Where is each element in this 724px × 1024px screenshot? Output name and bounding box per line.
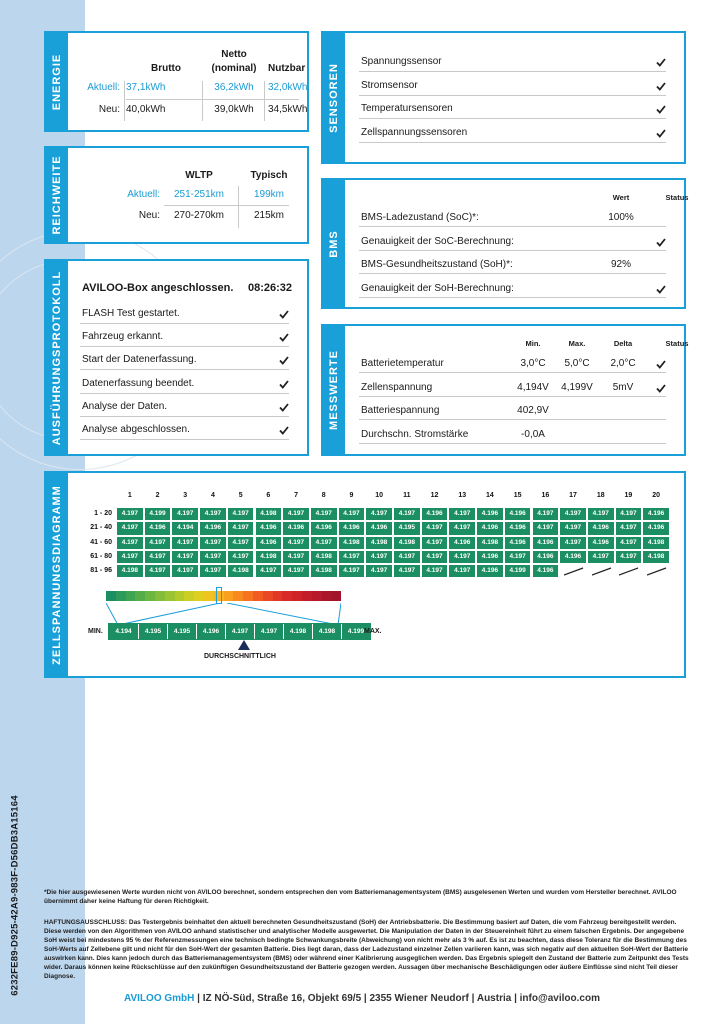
gradient-segment <box>253 591 263 601</box>
cell-voltage: 4.197 <box>199 507 227 521</box>
sensor-item <box>359 123 666 143</box>
cell-voltage: 4.196 <box>199 521 227 535</box>
column-number: 10 <box>375 492 384 499</box>
cell-voltage: 4.197 <box>532 521 560 535</box>
messwerte-panel <box>321 324 689 456</box>
check-icon <box>656 238 666 248</box>
footnote: *Die hier ausgewiesenen Werte wurden nicht von AVILOO berechnet, sondern entsprechen den vom Batteriemanagementsystem (BMS) ausgelesenen Werten und wurden vom Hersteller berechnet. AVILOO übernimmt daher keine Haftung für deren Richtigkeit. <box>44 889 677 905</box>
cell-voltage: 4.196 <box>504 521 532 535</box>
column-number: 12 <box>430 492 439 499</box>
cell-voltage: 4.196 <box>587 521 615 535</box>
empty-cell-slash <box>591 566 613 578</box>
cell-voltage: 4.197 <box>365 550 393 564</box>
gradient-segment <box>322 591 332 601</box>
step-label: Fahrzeug erkannt. <box>82 331 164 343</box>
cell-voltage: 4.197 <box>116 536 144 550</box>
row-label: 1 - 20 <box>94 510 112 517</box>
bms-row <box>359 278 666 298</box>
sensor-item <box>359 52 666 72</box>
cell-voltage: 4.197 <box>365 507 393 521</box>
sensor-label: Temperatursensoren <box>361 103 453 114</box>
row-label: 21 - 40 <box>90 524 112 532</box>
cell-voltage: 4.197 <box>338 564 366 578</box>
gradient-segment <box>273 591 283 601</box>
gradient-segment <box>184 591 194 601</box>
gradient-segment <box>106 591 116 601</box>
messwerte-tab: MESSWERTE <box>323 326 345 454</box>
col-status: Status <box>665 339 689 348</box>
col-brutto: Brutto <box>151 63 181 74</box>
cell-voltage: 4.196 <box>504 507 532 521</box>
check-icon <box>279 310 289 320</box>
cell-voltage: 4.198 <box>393 536 421 550</box>
check-icon <box>279 403 289 413</box>
cell-voltage: 4.196 <box>476 521 504 535</box>
cell-voltage: 4.196 <box>476 550 504 564</box>
bms-tab: BMS <box>323 180 345 307</box>
protokoll-title: AVILOO-Box angeschlossen. <box>82 282 234 294</box>
gradient-marker <box>216 587 222 604</box>
cell-voltage: 4.196 <box>338 521 366 535</box>
column-number: 1 <box>127 492 132 499</box>
cell-voltage: 4.197 <box>587 507 615 521</box>
gradient-segment <box>224 591 234 601</box>
cell-voltage: 4.197 <box>615 521 643 535</box>
column-number: 11 <box>403 492 411 499</box>
col-status: Status <box>665 193 689 202</box>
document-id: 6232FE89-D925-42A9-983F-D56DB3A15164 <box>9 795 21 996</box>
column-number: 13 <box>458 492 467 499</box>
cell-voltage: 4.197 <box>227 536 255 550</box>
cell-voltage: 4.197 <box>587 550 615 564</box>
protokoll-step <box>80 350 289 370</box>
cell-voltage: 4.197 <box>365 564 393 578</box>
cell-voltage: 4.197 <box>393 550 421 564</box>
messwert-label: Zellenspannung <box>361 381 433 393</box>
scale-value: 4.194 <box>109 624 138 639</box>
check-icon <box>279 426 289 436</box>
reichweite-tab: REICHWEITE <box>46 148 68 242</box>
check-icon <box>656 285 666 295</box>
gradient-segment <box>331 591 341 601</box>
gradient-segment <box>233 591 243 601</box>
bms-value: 92% <box>610 259 631 270</box>
cell-voltage: 4.196 <box>504 536 532 550</box>
check-icon <box>656 360 666 370</box>
cell-voltage: 4.196 <box>532 564 560 578</box>
cell-voltage: 4.197 <box>255 564 283 578</box>
cell-voltage: 4.197 <box>393 507 421 521</box>
cell-voltage: 4.197 <box>282 564 310 578</box>
bms-panel <box>321 178 689 309</box>
empty-cell-slash <box>646 566 668 578</box>
cell-voltage: 4.197 <box>448 564 476 578</box>
bms-label: BMS-Ladezustand (SoC)*: <box>361 212 479 223</box>
cell-voltage: 4.194 <box>171 521 199 535</box>
column-number: 19 <box>624 492 633 499</box>
protokoll-step <box>80 304 289 324</box>
cell-voltage: 4.196 <box>310 521 338 535</box>
protokoll-tab: AUSFÜHRUNGSPROTOKOLL <box>46 261 68 454</box>
col-nutzbar: Nutzbar <box>268 63 306 74</box>
empty-cell-slash <box>619 566 641 578</box>
messwert-label: Batteriespannung <box>361 405 440 416</box>
messwert-label: Durchschn. Stromstärke <box>361 428 469 440</box>
step-label: Start der Datenerfassung. <box>82 354 197 366</box>
energie-row-aktuell: Aktuell: 37,1kWh 36,2kWh 32,0kWh <box>87 82 308 93</box>
cell-voltage: 4.199 <box>504 564 532 578</box>
row-label: 41 - 60 <box>90 538 112 546</box>
cell-voltage: 4.197 <box>448 550 476 564</box>
messwert-min: -0,0A <box>521 428 545 440</box>
check-icon <box>656 105 666 115</box>
column-number: 18 <box>596 492 605 499</box>
sensor-item <box>359 99 666 119</box>
cell-voltage: 4.198 <box>310 564 338 578</box>
sensor-label: Stromsensor <box>361 79 418 91</box>
messwert-min: 3,0°C <box>520 358 546 369</box>
cell-voltage: 4.197 <box>144 564 172 578</box>
column-number: 3 <box>183 492 188 499</box>
scale-value: 4.199 <box>341 624 370 639</box>
scale-max-label: MAX. <box>364 628 382 635</box>
check-icon <box>656 58 666 68</box>
col-wltp: WLTP <box>185 170 213 181</box>
column-number: 2 <box>155 492 160 499</box>
bms-label: Genauigkeit der SoH-Berechnung: <box>361 282 514 294</box>
messwert-delta: 2,0°C <box>610 358 636 369</box>
cell-voltage: 4.196 <box>532 550 560 564</box>
col-delta: Delta <box>613 339 633 348</box>
messwert-label: Batterietemperatur <box>361 358 444 369</box>
cell-voltage: 4.197 <box>448 521 476 535</box>
gradient-segment <box>204 591 214 601</box>
energie-panel <box>44 31 309 132</box>
zell-tab: ZELLSPANNUNGSDIAGRAMM <box>46 473 68 676</box>
scale-value: 4.196 <box>196 624 225 639</box>
cell-voltage: 4.197 <box>282 507 310 521</box>
cell-voltage: 4.197 <box>421 550 449 564</box>
step-label: Datenerfassung beendet. <box>82 377 195 389</box>
cell-voltage: 4.196 <box>144 521 172 535</box>
gradient-segment <box>292 591 302 601</box>
column-number: 8 <box>321 492 326 499</box>
column-number: 15 <box>513 492 522 499</box>
cell-voltage: 4.197 <box>615 536 643 550</box>
protokoll-step <box>80 374 289 394</box>
cell-voltage: 4.197 <box>282 550 310 564</box>
cell-voltage: 4.197 <box>393 564 421 578</box>
cell-voltage: 4.198 <box>476 536 504 550</box>
column-number: 20 <box>652 492 661 499</box>
messwert-row <box>359 353 666 373</box>
cell-voltage: 4.198 <box>255 550 283 564</box>
cell-voltage: 4.195 <box>393 521 421 535</box>
bms-row <box>359 231 666 251</box>
column-number: 7 <box>294 492 298 499</box>
protokoll-panel <box>44 259 309 456</box>
scale-value: 4.197 <box>225 624 254 639</box>
cell-voltage: 4.197 <box>144 550 172 564</box>
messwert-min: 4,194V <box>517 381 549 393</box>
column-number: 6 <box>266 492 271 499</box>
protokoll-step <box>80 420 289 440</box>
scale-value: 4.198 <box>283 624 312 639</box>
average-marker-icon <box>238 640 250 650</box>
bms-label: BMS-Gesundheitszustand (SoH)*: <box>361 259 513 270</box>
cell-voltage: 4.197 <box>338 550 366 564</box>
sensor-item <box>359 76 666 96</box>
cell-voltage: 4.198 <box>116 564 144 578</box>
scale-value: 4.197 <box>254 624 283 639</box>
cell-voltage: 4.196 <box>421 507 449 521</box>
cell-voltage: 4.199 <box>144 507 172 521</box>
voltage-gradient-bar <box>106 591 341 601</box>
scale-min-label: MIN. <box>88 628 103 635</box>
cell-voltage: 4.197 <box>504 550 532 564</box>
gradient-segment <box>155 591 165 601</box>
empty-cell-slash <box>563 566 585 578</box>
disclaimer: HAFTUNGSAUSSCHLUSS: Das Testergebnis beinhaltet den aktuell berechneten Gesundheitszustand (SoH) der Antriebsbatterie. Die Bestimmung basiert auf Daten, die vom Fahrzeug bereitgestellt werden. Diese werden von den Algorithmen von AVILOO anhand statistischer und analytischer Modelle ausgewertet. Die Manipulation der Daten in der Steuereinheit führt zu einem falschen Ergebnis. Der angegebene SoH weist bei mindestens 95 % der Referenzmessungen eine technisch bedingte Schwankungsbreite (Abweichung) von nicht mehr als 3 % auf. Es ist zu beachten, dass diese Toleranz für die Bestimmung des SoH-Werts auf Zellebene gilt und nicht für den SoH-Wert der gesamten Batterie. Dies liegt daran, dass der Ladezustand einzelner Zellen variieren kann, was sich negativ auf den aktuellen SoH-Wert der Batterie auswirken kann. Dies kann jedoch durch das Batteriemanagementsystem (BMS) oder während einer Kalibrierung ausgeglichen werden. Das Ergebnis spiegelt den Zustand der Batterie zum Zeitpunkt des Tests wider. Daraus können keine Rückschlüsse auf den zukünftigen Gesundheitszustand der Batterie gezogen werden. Aussagen über mechanische Beschädigungen oder äußere Einflüsse sind nicht Teil dieser Diagnose. <box>44 919 689 980</box>
sensoren-panel <box>321 31 686 164</box>
scale-value: 4.195 <box>138 624 167 639</box>
gradient-segment <box>312 591 322 601</box>
gradient-segment <box>145 591 155 601</box>
row-label: 61 - 80 <box>90 552 112 560</box>
check-icon <box>656 82 666 92</box>
cell-voltage: 4.198 <box>365 536 393 550</box>
bms-row <box>359 254 666 274</box>
col-max: Max. <box>568 339 586 348</box>
cell-voltage: 4.197 <box>227 550 255 564</box>
col-netto: Netto <box>221 49 247 60</box>
messwert-delta: 5mV <box>612 381 634 393</box>
footer-contact: AVILOO GmbH | IZ NÖ-Süd, Straße 16, Objekt 69/5 | 2355 Wiener Neudorf | Austria | info@aviloo.com <box>124 993 600 1004</box>
check-icon <box>279 380 289 390</box>
cell-voltage: 4.197 <box>559 536 587 550</box>
cell-voltage: 4.197 <box>227 521 255 535</box>
protokoll-step <box>80 397 289 417</box>
column-number: 14 <box>486 492 494 499</box>
sensor-label: Spannungssensor <box>361 56 442 67</box>
cell-voltage: 4.197 <box>559 521 587 535</box>
messwert-row <box>359 424 666 444</box>
cell-voltage: 4.196 <box>365 521 393 535</box>
cell-voltage: 4.196 <box>532 536 560 550</box>
bms-row <box>359 207 666 227</box>
gradient-segment <box>175 591 185 601</box>
cell-voltage: 4.197 <box>144 536 172 550</box>
cell-voltage: 4.196 <box>448 536 476 550</box>
gradient-segment <box>263 591 273 601</box>
gradient-segment <box>135 591 145 601</box>
col-netto-sub: (nominal) <box>211 63 257 74</box>
gradient-segment <box>116 591 126 601</box>
gradient-segment <box>243 591 253 601</box>
cell-voltage: 4.196 <box>642 521 670 535</box>
gradient-segment <box>194 591 204 601</box>
average-label: DURCHSCHNITTLICH <box>204 653 276 660</box>
bms-label: Genauigkeit der SoC-Berechnung: <box>361 235 514 247</box>
row-label: 81 - 96 <box>90 567 112 575</box>
cell-voltage: 4.197 <box>199 550 227 564</box>
protokoll-step <box>80 327 289 347</box>
sensor-label: Zellspannungssensoren <box>361 126 468 138</box>
protokoll-time: 08:26:32 <box>248 282 293 294</box>
cell-voltage: 4.197 <box>116 521 144 535</box>
scale-bar <box>108 623 371 640</box>
cell-voltage: 4.197 <box>116 550 144 564</box>
messwert-min: 402,9V <box>517 405 549 416</box>
sensoren-tab: SENSOREN <box>323 33 345 162</box>
check-icon <box>279 333 289 343</box>
cell-voltage: 4.196 <box>587 536 615 550</box>
cell-voltage: 4.197 <box>171 536 199 550</box>
cell-voltage: 4.196 <box>476 507 504 521</box>
check-icon <box>656 384 666 394</box>
cell-voltage: 4.198 <box>338 536 366 550</box>
cell-voltage: 4.198 <box>642 550 670 564</box>
brand-name[interactable]: AVILOO GmbH <box>124 993 195 1004</box>
step-label: FLASH Test gestartet. <box>82 308 180 319</box>
column-number: 4 <box>210 492 215 499</box>
cell-voltage: 4.197 <box>421 536 449 550</box>
reichweite-panel: REICHWEITE WLTP Typisch Aktuell: 251-251km 199km Neu: 270-270km 215km <box>44 146 309 244</box>
messwert-max: 5,0°C <box>564 358 590 369</box>
messwert-max: 4,199V <box>561 381 593 393</box>
cell-voltage: 4.197 <box>199 564 227 578</box>
cell-voltage: 4.196 <box>476 564 504 578</box>
col-min: Min. <box>525 339 541 348</box>
column-number: 17 <box>569 492 577 499</box>
cell-voltage: 4.196 <box>642 507 670 521</box>
cell-voltage: 4.197 <box>559 507 587 521</box>
step-label: Analyse der Daten. <box>82 400 168 412</box>
cell-voltage: 4.197 <box>310 507 338 521</box>
cell-voltage: 4.197 <box>282 536 310 550</box>
cell-voltage: 4.197 <box>199 536 227 550</box>
cell-voltage: 4.197 <box>310 536 338 550</box>
cell-voltage: 4.197 <box>448 507 476 521</box>
zell-panel <box>44 471 686 678</box>
cell-voltage: 4.197 <box>116 507 144 521</box>
cell-voltage: 4.197 <box>421 521 449 535</box>
cell-voltage: 4.197 <box>227 507 255 521</box>
column-number: 9 <box>349 492 354 499</box>
cell-voltage: 4.196 <box>282 521 310 535</box>
gradient-segment <box>302 591 312 601</box>
cell-voltage: 4.197 <box>171 564 199 578</box>
cell-voltage: 4.196 <box>559 550 587 564</box>
energie-row-neu: Neu: 40,0kWh 39,0kWh 34,5kWh <box>98 104 308 115</box>
bms-value: 100% <box>608 212 634 223</box>
cell-voltage: 4.198 <box>310 550 338 564</box>
cell-voltage: 4.197 <box>171 507 199 521</box>
gradient-segment <box>126 591 136 601</box>
messwert-row <box>359 400 666 420</box>
col-wert: Wert <box>612 193 630 202</box>
cell-voltage: 4.197 <box>532 507 560 521</box>
column-number: 16 <box>541 492 550 499</box>
column-number: 5 <box>238 492 243 499</box>
check-icon <box>656 129 666 139</box>
gradient-segment <box>282 591 292 601</box>
cell-voltage: 4.198 <box>227 564 255 578</box>
cell-voltage: 4.197 <box>615 550 643 564</box>
cell-voltage: 4.197 <box>421 564 449 578</box>
step-label: Analyse abgeschlossen. <box>82 424 190 435</box>
cell-voltage: 4.198 <box>255 507 283 521</box>
gradient-segment <box>165 591 175 601</box>
scale-value: 4.198 <box>312 624 341 639</box>
cell-voltage: 4.198 <box>642 536 670 550</box>
col-typisch: Typisch <box>250 170 288 181</box>
cell-voltage: 4.196 <box>255 521 283 535</box>
cell-voltage: 4.196 <box>255 536 283 550</box>
cell-voltage: 4.197 <box>338 507 366 521</box>
check-icon <box>279 356 289 366</box>
cell-voltage: 4.197 <box>171 550 199 564</box>
energie-tab: ENERGIE <box>46 33 68 130</box>
messwert-row <box>359 377 666 397</box>
cell-voltage: 4.197 <box>615 507 643 521</box>
scale-value: 4.195 <box>167 624 196 639</box>
